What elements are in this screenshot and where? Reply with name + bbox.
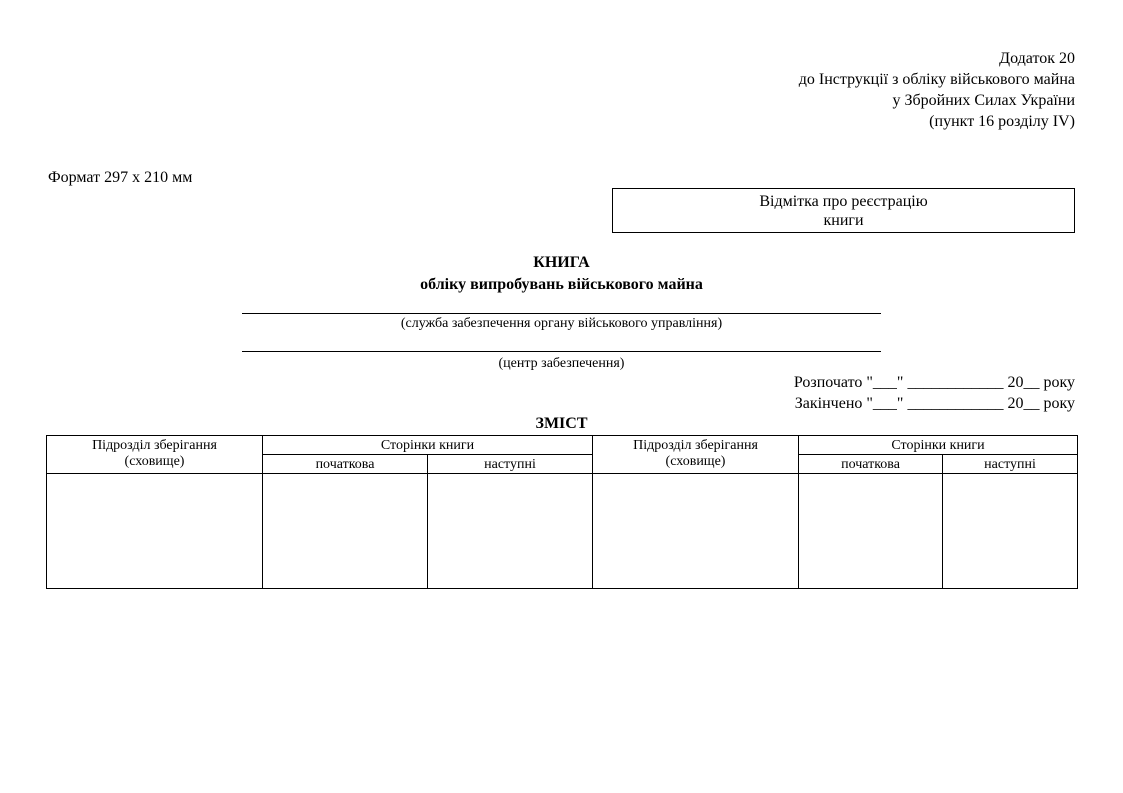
book-subtitle: обліку випробувань військового майна [420,276,703,293]
center-line[interactable] [242,351,881,352]
header-pages-left: Сторінки книги [263,436,593,455]
header-initial-right: початкова [799,455,943,474]
table-row [47,474,1078,589]
registration-line-1: Відмітка про реєстрацію [759,193,928,210]
started-date[interactable]: Розпочато "___" ____________ 20__ року [793,374,1075,391]
header-storage-right: Підрозділ зберігання (сховище) [593,436,799,474]
registration-box [612,188,1075,233]
book-title: КНИГА [533,254,590,271]
annex-header [799,48,1075,132]
header-initial-left: початкова [263,455,428,474]
header-next-left: наступні [428,455,593,474]
service-caption: (служба забезпечення органу військового управління) [400,316,723,331]
cell-initial-left[interactable] [263,474,428,589]
annex-number: Додаток 20 [999,50,1075,67]
contents-title: ЗМІСТ [535,415,588,432]
header-next-right: наступні [943,455,1078,474]
annex-clause: (пункт 16 розділу IV) [929,113,1075,130]
cell-storage-left[interactable] [47,474,263,589]
cell-initial-right[interactable] [799,474,943,589]
header-pages-right: Сторінки книги [799,436,1078,455]
finished-date[interactable]: Закінчено "___" ____________ 20__ року [794,395,1075,412]
header-storage-left: Підрозділ зберігання (сховище) [47,436,263,474]
format-label: Формат 297 х 210 мм [48,169,193,186]
cell-storage-right[interactable] [593,474,799,589]
registration-line-2: книги [823,212,864,229]
annex-forces: у Збройних Силах України [892,92,1075,109]
cell-next-left[interactable] [428,474,593,589]
service-line[interactable] [242,313,881,314]
contents-table [46,435,1078,589]
cell-next-right[interactable] [943,474,1078,589]
annex-instruction: до Інструкції з обліку військового майна [798,71,1075,88]
center-caption: (центр забезпечення) [498,356,625,371]
